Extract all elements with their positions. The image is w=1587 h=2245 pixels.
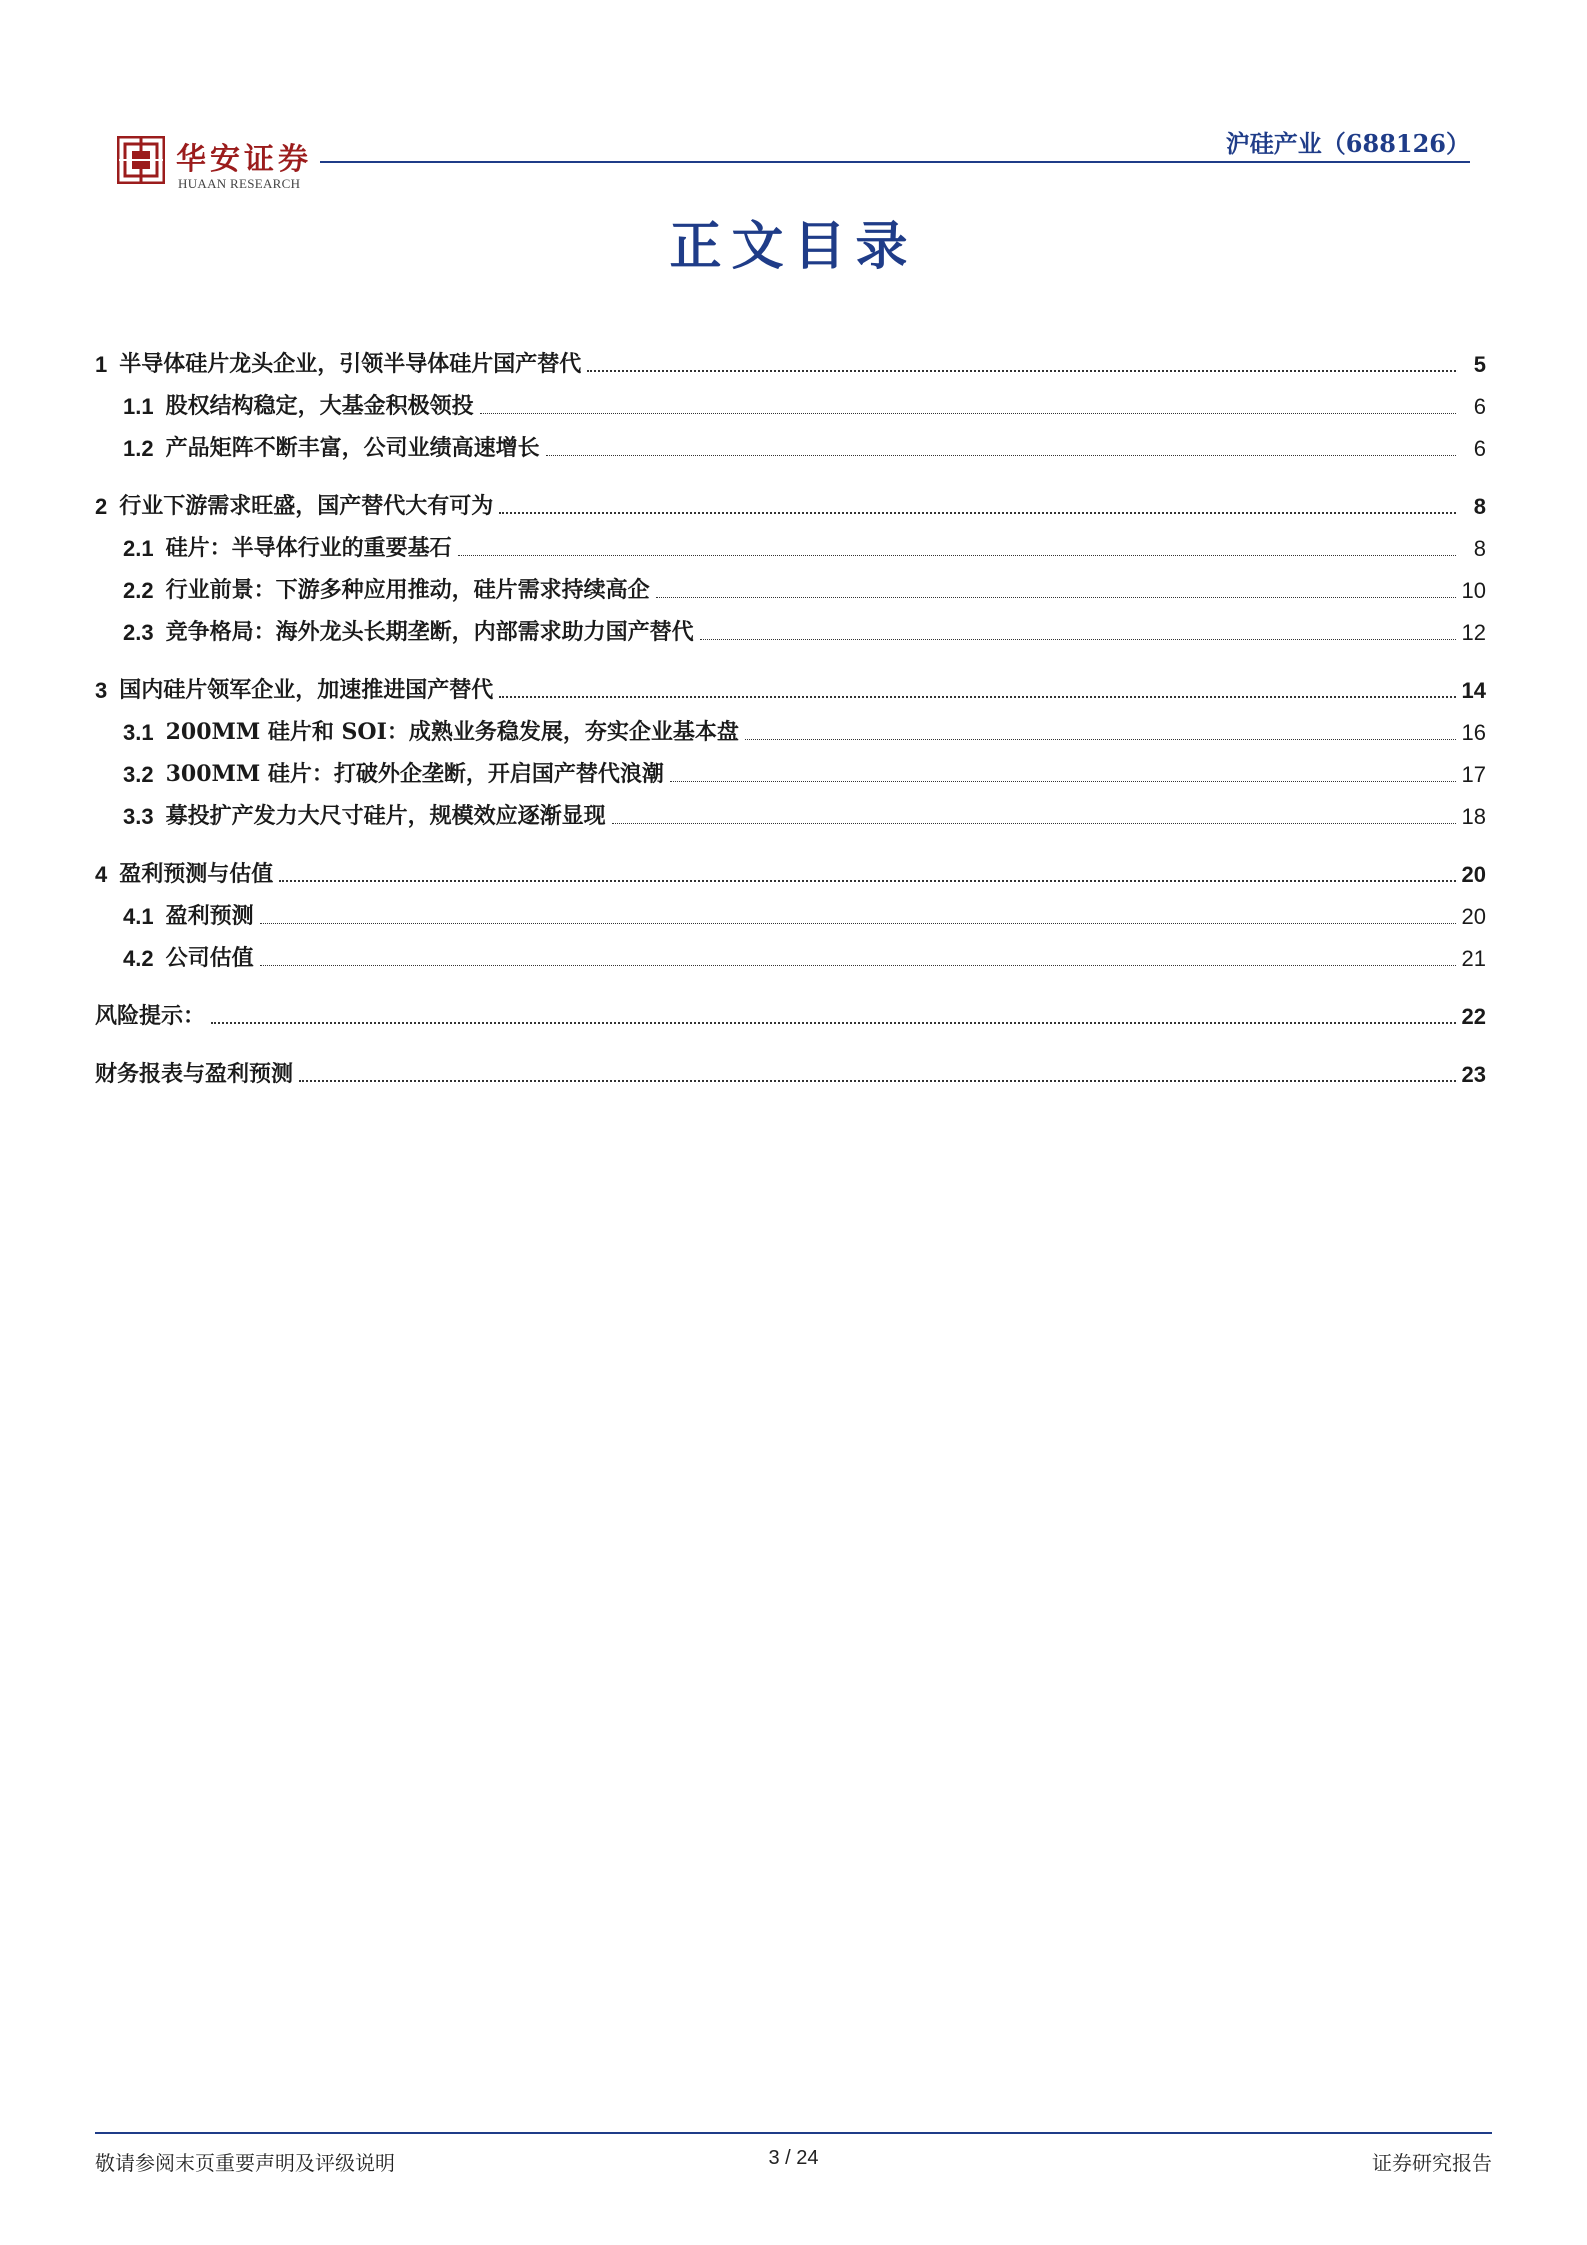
header-divider [320,161,1470,163]
toc-entry-title: 盈利预测 [165,903,254,929]
toc-entry-number: 3.3 [123,804,154,829]
toc-entry[interactable] [95,788,1486,830]
toc-entry-page: 17 [1461,762,1486,787]
toc-entry-title: 募投扩产发力大尺寸硅片，规模效应逐渐显现 [165,803,606,829]
toc-dot-leader [211,1022,1456,1024]
toc-entry-page: 5 [1473,352,1486,377]
toc-entry-page: 12 [1461,620,1486,645]
toc-dot-leader [279,880,1455,882]
toc-entry-title: 风险提示： [95,1003,206,1029]
toc-entry[interactable] [95,846,1486,888]
logo-chinese-name: 华安证券 [176,142,312,177]
toc-entry[interactable] [95,930,1486,972]
toc-entry[interactable] [95,336,1486,378]
toc-entry-page: 8 [1473,494,1486,519]
toc-entry-page: 14 [1461,678,1486,703]
toc-entry-number: 2.2 [123,578,154,603]
toc-entry-page: 10 [1461,578,1486,603]
toc-entry-page: 18 [1461,804,1486,829]
toc-dot-leader [499,512,1456,514]
table-of-contents [95,336,1486,1088]
toc-entry-page: 6 [1473,394,1486,419]
toc-entry-number: 4 [95,862,108,887]
toc-entry-page: 20 [1461,862,1486,887]
toc-dot-leader [745,739,1456,740]
toc-entry-title: 300MM 硅片：打破外企垄断，开启国产替代浪潮 [165,761,664,787]
toc-entry-number: 2.3 [123,620,154,645]
toc-entry-number: 1.1 [123,394,154,419]
toc-entry-number: 3.1 [123,720,154,745]
toc-entry[interactable] [95,420,1486,462]
toc-dot-leader [670,781,1456,782]
footer-disclaimer: 敬请参阅末页重要声明及评级说明 [95,2151,395,2175]
toc-entry-title: 财务报表与盈利预测 [95,1061,294,1087]
toc-dot-leader [458,555,1456,556]
toc-entry-number: 2.1 [123,536,154,561]
toc-entry[interactable] [95,888,1486,930]
toc-entry-number: 4.1 [123,904,154,929]
toc-entry-number: 3 [95,678,108,703]
toc-entry-title: 国内硅片领军企业，加速推进国产替代 [119,677,494,703]
page-number: 3 / 24 [768,2147,819,2169]
toc-entry-page: 21 [1461,946,1486,971]
toc-dot-leader [260,965,1456,966]
toc-entry[interactable] [95,988,1486,1030]
footer-report-type: 证券研究报告 [1372,2151,1492,2175]
toc-entry[interactable] [95,478,1486,520]
toc-entry-title: 产品矩阵不断丰富，公司业绩高速增长 [165,435,540,461]
logo-english-name: HUAAN RESEARCH [178,176,301,191]
toc-dot-leader [480,413,1456,414]
toc-entry-page: 8 [1473,536,1486,561]
toc-entry-title: 行业下游需求旺盛，国产替代大有可为 [119,493,494,519]
toc-entry[interactable] [95,704,1486,746]
header-company-name: 沪硅产业（688126） [1225,129,1470,158]
toc-entry-page: 23 [1461,1062,1486,1087]
toc-dot-leader [612,823,1456,824]
toc-dot-leader [656,597,1456,598]
toc-entry-title: 公司估值 [165,945,254,971]
toc-entry[interactable] [95,378,1486,420]
toc-entry-page: 16 [1461,720,1486,745]
toc-entry[interactable] [95,746,1486,788]
toc-dot-leader [546,455,1456,456]
toc-entry-page: 20 [1461,904,1486,929]
toc-dot-leader [700,639,1456,640]
toc-entry[interactable] [95,562,1486,604]
toc-dot-leader [299,1080,1456,1082]
toc-entry-number: 1 [95,352,108,377]
page-header [0,0,1587,200]
toc-entry[interactable] [95,520,1486,562]
toc-entry-number: 4.2 [123,946,154,971]
toc-entry-number: 2 [95,494,108,519]
huaan-logo-icon [117,136,165,184]
toc-entry-number: 3.2 [123,762,154,787]
toc-entry-title: 股权结构稳定，大基金积极领投 [165,393,474,419]
toc-dot-leader [587,370,1456,372]
footer-divider [95,2132,1492,2134]
toc-entry-title: 行业前景：下游多种应用推动，硅片需求持续高企 [165,577,650,603]
toc-entry-title: 竞争格局：海外龙头长期垄断，内部需求助力国产替代 [165,619,694,645]
toc-entry-page: 22 [1461,1004,1486,1029]
toc-entry-title: 半导体硅片龙头企业，引领半导体硅片国产替代 [119,351,582,377]
toc-entry-title: 盈利预测与估值 [119,861,274,887]
toc-entry-title: 200MM 硅片和 SOI：成熟业务稳发展，夯实企业基本盘 [165,719,739,745]
toc-dot-leader [499,696,1455,698]
toc-entry[interactable] [95,604,1486,646]
toc-entry-title: 硅片：半导体行业的重要基石 [165,535,452,561]
toc-dot-leader [260,923,1456,924]
toc-entry[interactable] [95,662,1486,704]
toc-entry[interactable] [95,1046,1486,1088]
toc-entry-page: 6 [1473,436,1486,461]
toc-entry-number: 1.2 [123,436,154,461]
page-title: 正文目录 [669,216,918,277]
